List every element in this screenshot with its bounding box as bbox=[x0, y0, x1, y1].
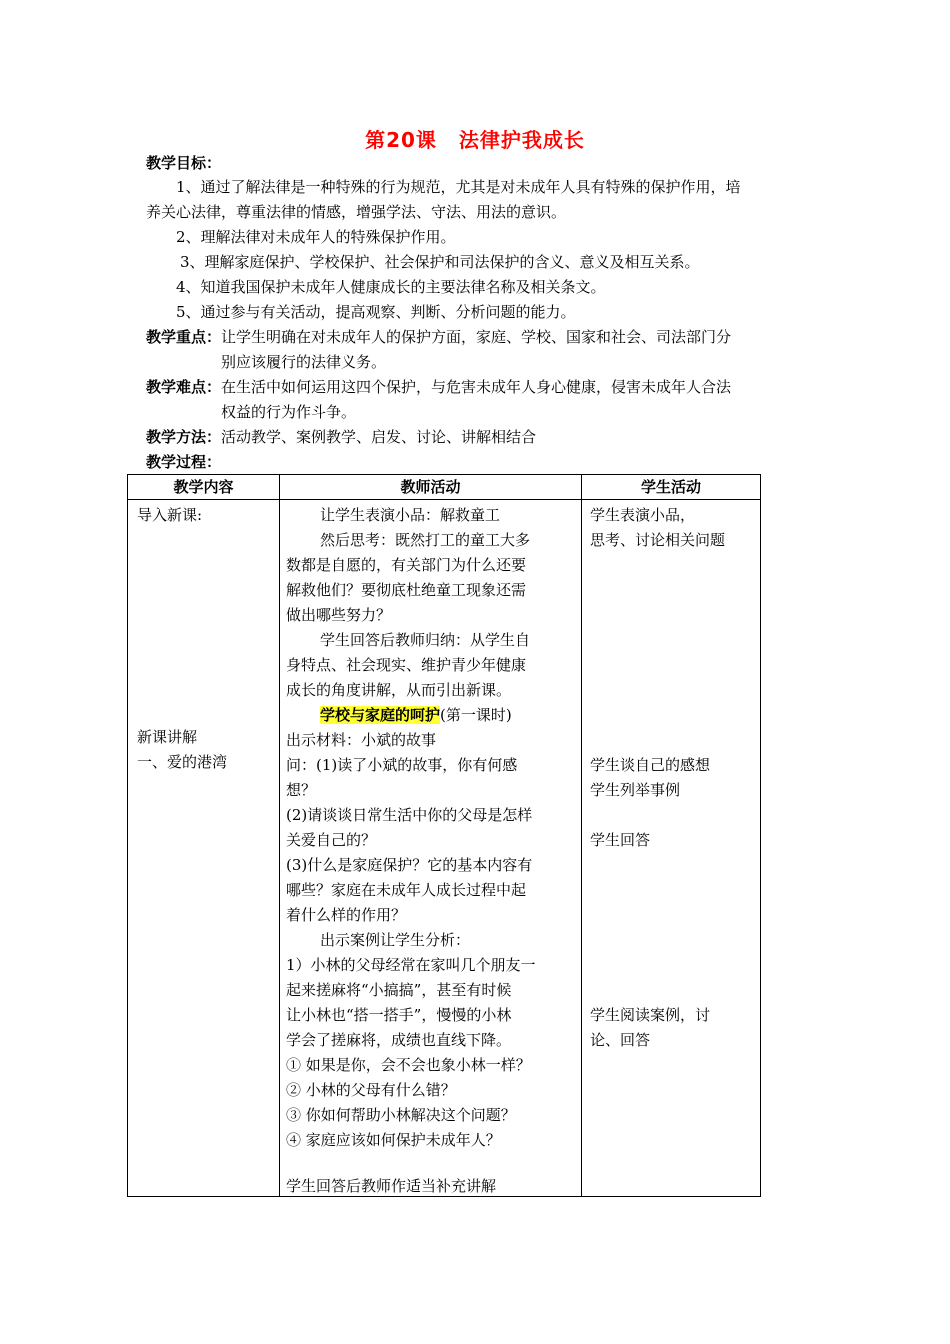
teacher-line: 做出哪些努力？ bbox=[286, 606, 392, 624]
student-cell bbox=[582, 500, 761, 1197]
difficulties-line-1: 在生活中如何运用这四个保护，与危害未成年人身心健康，侵害未成年人合法 bbox=[221, 378, 732, 396]
methods-text: 活动教学、案例教学、启发、讨论、讲解相结合 bbox=[221, 428, 537, 446]
section-highlight: 学校与家庭的呵护 bbox=[320, 706, 441, 724]
difficulties-line-2: 权益的行为作斗争。 bbox=[221, 403, 357, 421]
student-line: 思考、讨论相关问题 bbox=[590, 531, 726, 549]
methods bbox=[146, 425, 536, 449]
teacher-line: (3)什么是家庭保护？它的基本内容有 bbox=[286, 856, 533, 874]
teacher-line-section bbox=[320, 703, 512, 727]
student-line: 学生谈自己的感想 bbox=[590, 756, 711, 774]
process-table bbox=[127, 474, 761, 1197]
teacher-line: 哪些？家庭在未成年人成长过程中起 bbox=[286, 881, 527, 899]
teacher-line: (2)请谈谈日常生活中你的父母是怎样 bbox=[286, 806, 533, 824]
teacher-cell bbox=[280, 500, 582, 1197]
teacher-line: 学生回答后教师作适当补充讲解 bbox=[286, 1177, 497, 1195]
key-points-line-1: 让学生明确在对未成年人的保护方面，家庭、学校、国家和社会、司法部门分 bbox=[221, 328, 732, 346]
goal-1-line-1: 1、通过了解法律是一种特殊的行为规范，尤其是对未成年人具有特殊的保护作用，培 bbox=[176, 178, 741, 196]
difficulties-label: 教学难点： bbox=[146, 378, 222, 396]
student-line: 学生表演小品， bbox=[590, 506, 696, 524]
lesson-name: 法律护我成长 bbox=[458, 128, 585, 152]
student-line: 学生列举事例 bbox=[590, 781, 681, 799]
teacher-line: ④ 家庭应该如何保护未成年人？ bbox=[286, 1131, 501, 1149]
section-subtitle: (第一课时) bbox=[440, 706, 512, 724]
teacher-line: 身特点、社会现实、维护青少年健康 bbox=[286, 656, 527, 674]
goals-heading: 教学目标： bbox=[146, 154, 222, 172]
header-student: 学生活动 bbox=[582, 475, 761, 500]
teacher-line: 学会了搓麻将，成绩也直线下降。 bbox=[286, 1031, 512, 1049]
methods-label: 教学方法： bbox=[146, 428, 222, 446]
content-section-1: 一、爱的港湾 bbox=[137, 753, 228, 771]
teacher-line: ③ 你如何帮助小林解决这个问题？ bbox=[286, 1106, 516, 1124]
teacher-line: 学生回答后教师归纳：从学生自 bbox=[320, 631, 531, 649]
teacher-line: 出示案例让学生分析： bbox=[320, 931, 471, 949]
page-title bbox=[0, 124, 950, 153]
teacher-line: ① 如果是你，会不会也象小林一样？ bbox=[286, 1056, 531, 1074]
student-line: 学生回答 bbox=[590, 831, 651, 849]
teacher-line: 然后思考：既然打工的童工大多 bbox=[320, 531, 531, 549]
key-points-label: 教学重点： bbox=[146, 328, 222, 346]
goal-3: 3、理解家庭保护、学校保护、社会保护和司法保护的含义、意义及相互关系。 bbox=[180, 253, 700, 271]
teacher-line: 关爱自己的？ bbox=[286, 831, 377, 849]
table-header-row bbox=[128, 475, 761, 500]
teacher-line: 想？ bbox=[286, 781, 317, 799]
difficulties bbox=[146, 375, 731, 399]
student-line: 论、回答 bbox=[590, 1031, 651, 1049]
table-row bbox=[128, 500, 761, 1197]
goal-4: 4、知道我国保护未成年人健康成长的主要法律名称及相关条文。 bbox=[176, 278, 606, 296]
header-content: 教学内容 bbox=[128, 475, 280, 500]
goal-5: 5、通过参与有关活动，提高观察、判断、分析问题的能力。 bbox=[176, 303, 576, 321]
lesson-number: 第20课 bbox=[365, 128, 437, 152]
content-new-lesson: 新课讲解 bbox=[137, 728, 198, 746]
process-heading: 教学过程： bbox=[146, 453, 222, 471]
teacher-line: 起来搓麻将“小搞搞”，甚至有时候 bbox=[286, 981, 512, 999]
goal-2: 2、理解法律对未成年人的特殊保护作用。 bbox=[176, 228, 456, 246]
teacher-line: 解救他们？要彻底杜绝童工现象还需 bbox=[286, 581, 527, 599]
teacher-line: 1）小林的父母经常在家叫几个朋友一 bbox=[286, 956, 536, 974]
teacher-line: 让学生表演小品：解救童工 bbox=[320, 506, 501, 524]
teacher-line: 着什么样的作用？ bbox=[286, 906, 407, 924]
content-intro: 导入新课: bbox=[137, 506, 203, 524]
teacher-line: 问：(1)读了小斌的故事，你有何感 bbox=[286, 756, 518, 774]
teacher-line: ② 小林的父母有什么错？ bbox=[286, 1081, 456, 1099]
content-cell bbox=[128, 500, 280, 1197]
teacher-line: 让小林也“搭一搭手”，慢慢的小林 bbox=[286, 1006, 512, 1024]
header-teacher: 教师活动 bbox=[280, 475, 582, 500]
goal-1-line-2: 养关心法律，尊重法律的情感，增强学法、守法、用法的意识。 bbox=[146, 203, 567, 221]
teacher-line: 出示材料：小斌的故事 bbox=[286, 731, 437, 749]
key-points-line-2: 别应该履行的法律义务。 bbox=[221, 353, 387, 371]
teacher-line: 数都是自愿的，有关部门为什么还要 bbox=[286, 556, 527, 574]
teacher-line: 成长的角度讲解，从而引出新课。 bbox=[286, 681, 512, 699]
key-points bbox=[146, 325, 731, 349]
student-line: 学生阅读案例，讨 bbox=[590, 1006, 711, 1024]
